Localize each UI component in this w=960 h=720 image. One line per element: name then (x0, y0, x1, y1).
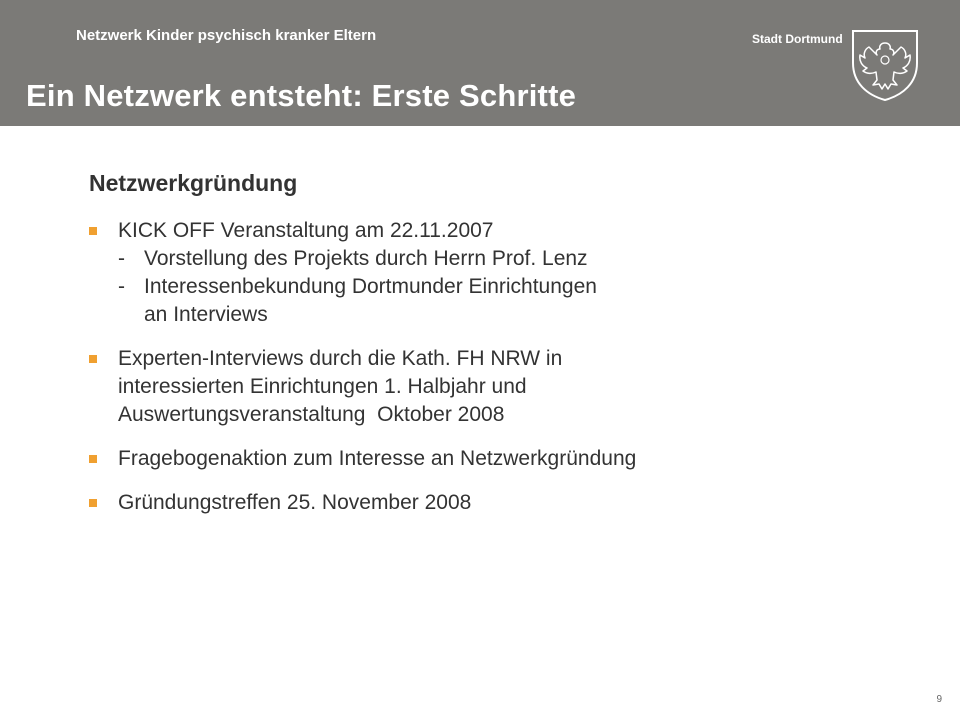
list-item (89, 217, 889, 329)
square-bullet-icon (89, 499, 97, 507)
slide-title: Ein Netzwerk entsteht: Erste Schritte (26, 78, 577, 113)
square-bullet-icon (89, 355, 97, 363)
sub-list-item-text (144, 273, 889, 329)
sub-list-item-line: Interessenbekundung Dortmunder Einrichtungen (144, 275, 597, 298)
square-bullet-icon (89, 455, 97, 463)
list-item (89, 345, 889, 429)
list-item-line: Auswertungsveranstaltung Oktober 2008 (118, 403, 505, 426)
sub-list-item (118, 273, 889, 329)
slide-header (0, 0, 960, 126)
dash-marker: - (118, 247, 125, 270)
page-number: 9 (936, 694, 942, 705)
list-item-text: Fragebogenaktion zum Interesse an Netzwerkgründung (118, 447, 637, 470)
list-item-line: interessierten Einrichtungen 1. Halbjahr und (118, 375, 527, 398)
list-item-line: Experten-Interviews durch die Kath. FH NRW in (118, 347, 563, 370)
list-item-text: Gründungstreffen 25. November 2008 (118, 491, 472, 514)
list-item-text: KICK OFF Veranstaltung am 22.11.2007 (118, 219, 494, 242)
eagle-crest-icon (847, 27, 923, 103)
dash-marker: - (118, 275, 125, 298)
sub-list-item-line: an Interviews (144, 303, 268, 326)
sub-list-item (118, 245, 889, 273)
square-bullet-icon (89, 227, 97, 235)
slide-supertitle: Netzwerk Kinder psychisch kranker Eltern (76, 27, 377, 44)
list-item (89, 445, 889, 473)
slide-content (89, 170, 889, 533)
brand-name: Stadt Dortmund (752, 32, 843, 46)
sub-list-item-text: Vorstellung des Projekts durch Herrn Prof. Lenz (144, 247, 588, 270)
list-item (89, 489, 889, 517)
section-title: Netzwerkgründung (89, 170, 298, 196)
